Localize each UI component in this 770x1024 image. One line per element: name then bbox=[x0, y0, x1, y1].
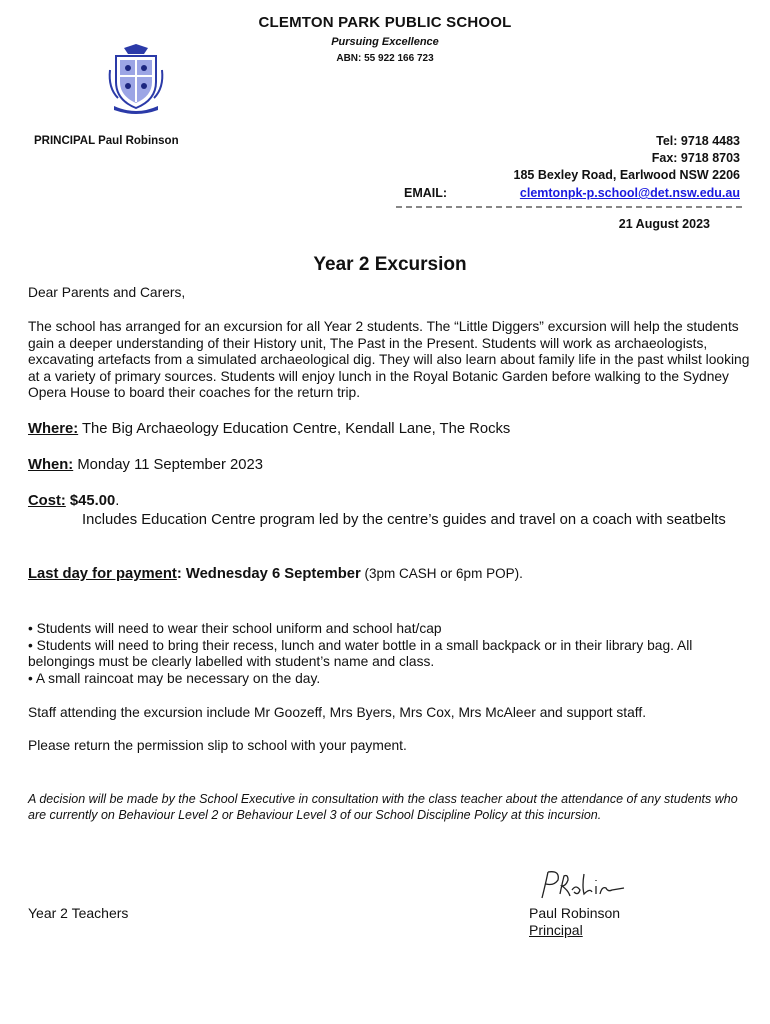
signature-icon bbox=[534, 868, 626, 902]
requirements-list bbox=[28, 621, 750, 687]
staff-note: Staff attending the excursion include Mr Goozeff, Mrs Byers, Mrs Cox, Mrs McAleer and support staff. bbox=[28, 705, 647, 720]
telephone: Tel: 9718 4483 bbox=[656, 134, 740, 148]
list-item: • Students will need to wear their school uniform and school hat/cap bbox=[28, 621, 442, 636]
email-link[interactable]: clemtonpk-p.school@det.nsw.edu.au bbox=[519, 186, 740, 200]
last-payment-note: (3pm CASH or 6pm POP). bbox=[360, 566, 523, 581]
where-value: The Big Archaeology Education Centre, Kendall Lane, The Rocks bbox=[78, 421, 511, 437]
clipped-text-line bbox=[396, 204, 742, 210]
school-motto: Pursuing Excellence bbox=[331, 36, 439, 48]
cost-detail: Includes Education Centre program led by the centre’s guides and travel on a coach with seatbelts bbox=[82, 512, 726, 528]
intro-paragraph: The school has arranged for an excursion for all Year 2 students. The “Little Diggers” excursion will help the students gain a deeper understanding of their History unit, The Past in the Present. Students will work as archaeologists, excavating artefacts from a simulated archaeological dig. They will also learn about family life in the past whilst looking at a variety of primary sources. Students will enjoy lunch in the Royal Botanic Garden before walking to the Sydney Opera House to board their coaches for the return trip. bbox=[28, 319, 750, 400]
when-value: Monday 11 September 2023 bbox=[73, 457, 263, 473]
cost-value: $45.00 bbox=[65, 493, 116, 509]
principal-name: Paul Robinson bbox=[529, 905, 621, 921]
contact-block bbox=[514, 133, 740, 184]
cost-period: . bbox=[115, 493, 120, 509]
cost-row bbox=[28, 493, 119, 509]
list-item: • A small raincoat may be necessary on the day. bbox=[28, 670, 321, 686]
abn-number: ABN: 55 922 166 723 bbox=[336, 53, 434, 64]
last-payment-date: : Wednesday 6 September bbox=[176, 566, 361, 582]
last-payment-label: Last day for payment bbox=[28, 566, 177, 582]
letter-date: 21 August 2023 bbox=[618, 217, 710, 231]
where-row bbox=[28, 421, 510, 437]
fax: Fax: 9718 8703 bbox=[651, 151, 740, 165]
teachers-signoff: Year 2 Teachers bbox=[28, 905, 129, 921]
list-item: • Students will need to bring their recess, lunch and water bottle in a small backpack or in their library bag. All belongings must be clearly labelled with student’s name and class. bbox=[28, 637, 693, 669]
principal-heading: PRINCIPAL Paul Robinson bbox=[34, 135, 179, 147]
when-row bbox=[28, 457, 263, 473]
return-note: Please return the permission slip to school with your payment. bbox=[28, 738, 407, 753]
cost-label: Cost: bbox=[28, 493, 66, 509]
behaviour-disclaimer: A decision will be made by the School Executive in consultation with the class teacher about the attendance of any students who are currently on Behaviour Level 2 or Behaviour Level 3 of our School Discipline Policy at this incursion. bbox=[28, 792, 738, 822]
letter-title: Year 2 Excursion bbox=[313, 254, 467, 275]
where-label: Where: bbox=[28, 421, 79, 437]
principal-role: Principal bbox=[529, 922, 583, 938]
school-crest-icon bbox=[106, 42, 166, 114]
principal-signoff bbox=[529, 905, 620, 939]
address: 185 Bexley Road, Earlwood NSW 2206 bbox=[513, 168, 740, 182]
email-label: EMAIL: bbox=[404, 186, 448, 200]
greeting: Dear Parents and Carers, bbox=[28, 285, 186, 300]
school-name: CLEMTON PARK PUBLIC SCHOOL bbox=[258, 14, 512, 31]
last-payment-row bbox=[28, 566, 523, 582]
when-label: When: bbox=[28, 457, 74, 473]
